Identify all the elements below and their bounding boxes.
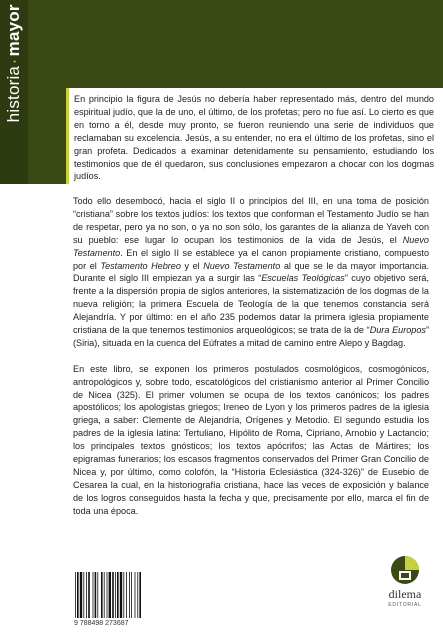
publisher-emblem-icon bbox=[390, 555, 420, 585]
isbn-barcode bbox=[74, 572, 146, 620]
body-paragraph-2: En este libro, se exponen los primeros postulados cosmológicos, cosmogónicos, antropológicos y, sobre todo, escatológicos del cristianismo anterior al Primer Concilio de Nicea (325). El primer volumen se ocupa de los textos canónicos; los padres apostólicos; los apologistas griegos; Ireneo de Lyon y los primeros padres de la iglesia griega, a saber: Clemente de Alejandría, Orígenes y Metodio. El segundo estudia los padres de la iglesia latina: Tertuliano, Hipólito de Roma, Cipriano, Arnobio y Lactancio; los principales textos gnósticos; los textos apócrifos; las Actas de Mártires; los epigramas funerarios; los escasos fragmentos conservados del Primer Gran Concilio de Nicea y, por último, como colofón, la “Historia Eclesiástica (324-326)” de Eusebio de Cesarea la cual, en la historiografía cristiana, hace las veces de exposición y balance de los logros conseguidos hasta la fecha y que, precisamente por ello, marca el fin de toda una época. bbox=[73, 363, 429, 516]
series-logo bbox=[4, 4, 24, 180]
series-name-separator: · bbox=[4, 58, 23, 64]
publisher-name: dilema bbox=[388, 587, 422, 601]
publisher-subtitle: EDITORIAL bbox=[388, 602, 422, 608]
publisher-logo bbox=[382, 555, 428, 630]
intro-paragraph: En principio la figura de Jesús no debería haber representado más, dentro del mundo espiritual judío, que la de uno, el último, de los profetas; pero no fue así. Lo cierto es que en torno a él, desde muy pronto, se fueron reuniendo una serie de individuos que reclamaban su excelencia. Jesús, a su entender, no era el último de los profetas, sino el gran profeta. Dedicados a examinar detenidamente su pensamiento, estudiando los testimonios que de él quedaron, sus conclusiones empezaron a chocar con los dogmas judíos. bbox=[74, 94, 434, 182]
back-cover-body bbox=[73, 195, 429, 531]
isbn-number: 9 788498 273687 bbox=[74, 620, 129, 627]
body-paragraph-1: Todo ello desembocó, hacia el siglo II o principios del III, en una toma de posición “cristiana” sobre los textos judíos: los textos que conforman el Testamento Judío se han de respetar, pero ya no son, o ya no son sólo, los garantes de la alianza de Yaveh con su pueblo: ese lugar lo ocupan los testimonios de la vida de Jesús, el Nuevo Testamento. En el siglo II se establece ya el canon propiamente cristiano, compuesto por el Testamento Hebreo y el Nuevo Testamento al que se le da mayor importancia. Durante el siglo III empiezan ya a surgir las “Escuelas Teológicas” cuyo objetivo será, frente a la dispersión propia de siglos anteriores, la sistematización de los dogmas de la nueva religión; la primera Escuela de Teología de la que tenemos constancia será Alejandría. Y por último: en el año 235 podemos datar la primera iglesia propiamente cristiana de la que tenemos testimonios arqueológicos; se trata de la de “Dura Europos” (Siria), situada en la cuenca del Eúfrates a mitad de camino entre Alepo y Bagdag. bbox=[73, 196, 430, 348]
series-name-part-a: historia bbox=[4, 65, 23, 123]
series-name-part-b: mayor bbox=[4, 4, 23, 57]
series-spine bbox=[0, 0, 28, 184]
